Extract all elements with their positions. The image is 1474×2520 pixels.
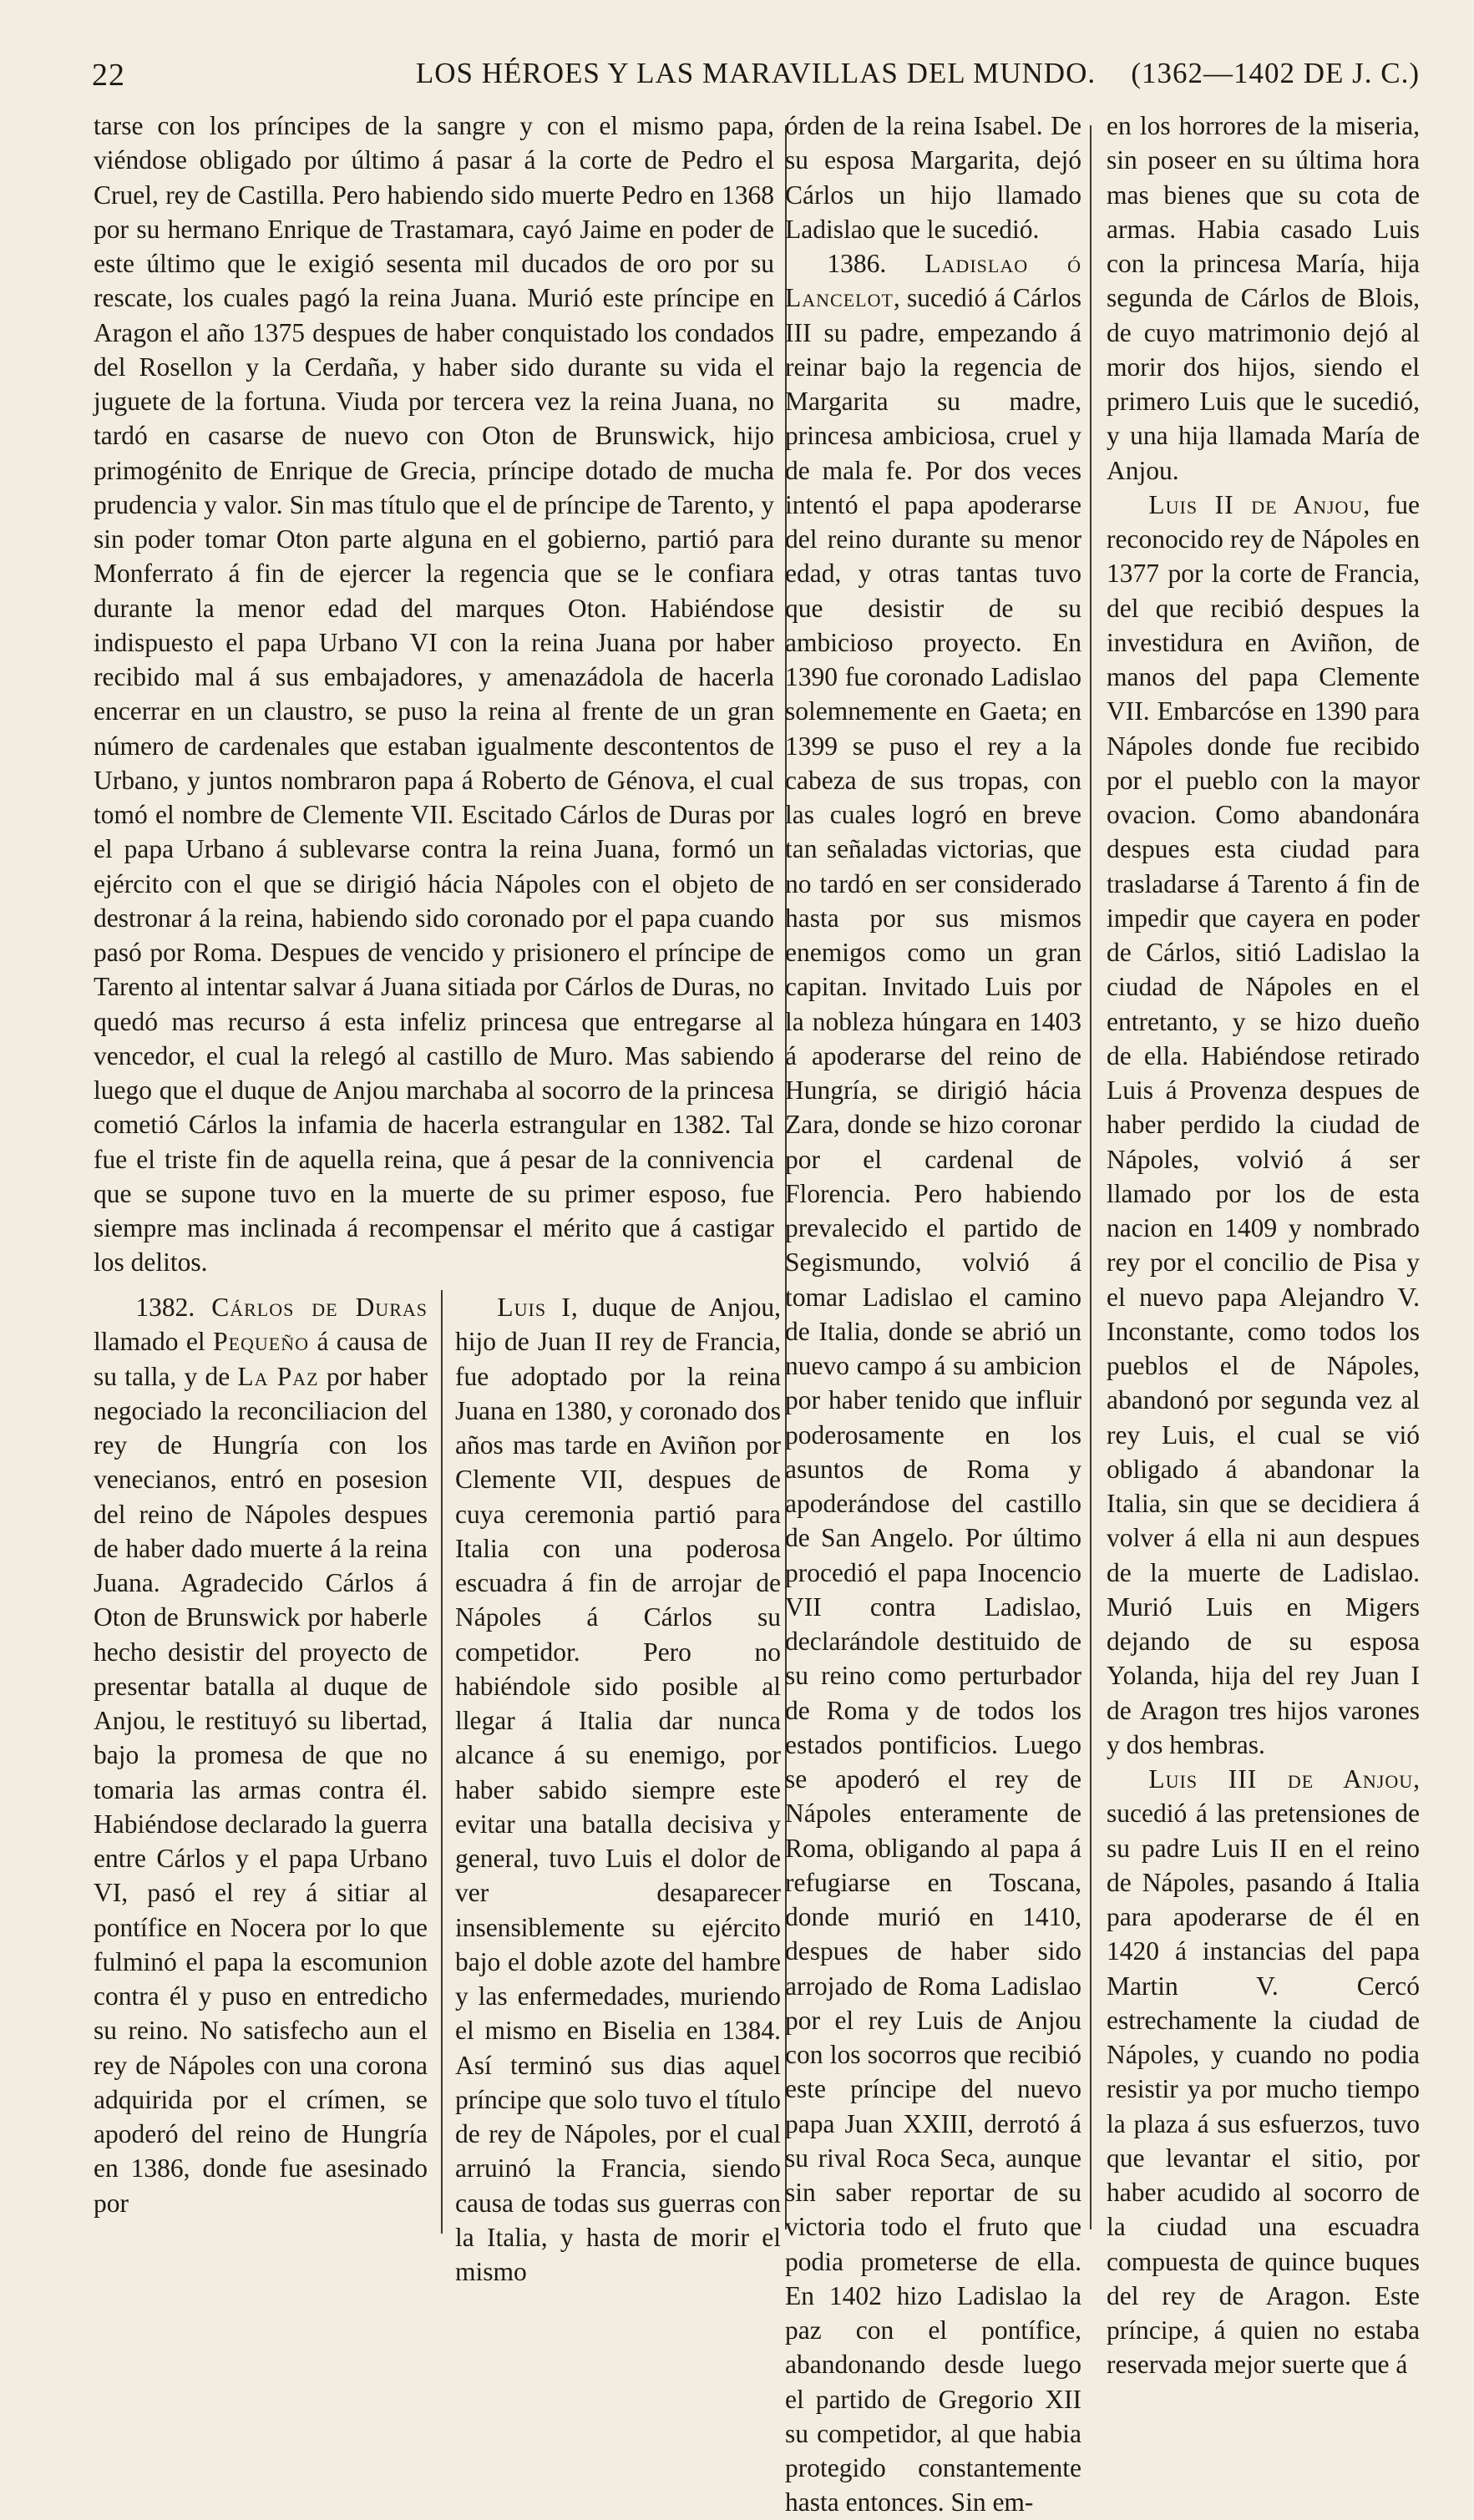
entry-ladislao: 1386. Ladislao ó Lancelot, sucedió á Cárlos III su padre, empezando á reinar bajo la regencia de Margarita su madre, princesa ambiciosa, cruel y de mala fe. Por dos veces intentó el papa apoderarse del reino durante su menor edad, y otras tantas tuvo que desistir de su ambicioso proyecto. En 1390 fue coronado Ladislao solemnemente en Gaeta; en 1399 se puso el rey a la cabeza de sus tropas, con las cuales logró en breve tan señaladas victorias, que no tardó en ser considerado hasta por sus mismos enemigos como un gran capitan. Invitado Luis por la nobleza húngara en 1403 á apoderarse del reino de Hungría, se dirigió hácia Zara, donde se hizo coronar por el cardenal de Florencia. Pero habiendo prevalecido el partido de Segismundo, volvió á tomar Ladislao el camino de Italia, donde se abrió un nuevo campo á su ambicion por haber tenido que influir poderosamente en los asuntos de Roma y apoderándose del castillo de San Angelo. Por último procedió el papa Inocencio VII contra Ladislao, declarándole destituido de su reino como perturbador de Roma y de todos los estados pontificios. Luego se apoderó el rey de Nápoles enteramente de Roma, obligando al papa á refugiarse en Toscana, donde murió en 1410, despues de haber sido arrojado de Roma Ladislao por el rey Luis de Anjou con los socorros que recibió este príncipe del nuevo papa Juan XXIII, derrotó á su rival Roca Seca, aunque sin saber reportar de su victoria todo el fruto que podia prometerse de ella. En 1402 hizo Ladislao la paz con el pontífice, abandonando desde luego el partido de Gregorio XII su competidor, al que habia protegido constantemente hasta entonces. Sin em- — [785, 249, 1082, 2517]
entry-year: 1386. — [827, 249, 887, 278]
text-column-top-left — [94, 109, 774, 1282]
text-column-luis-ii — [1107, 109, 1420, 2380]
entry-name: Luis II de Anjou — [1148, 489, 1364, 519]
running-header — [92, 57, 1420, 107]
entry-name: Luis III de Anjou — [1148, 1764, 1414, 1794]
text-column-carlos-de-duras — [94, 1290, 428, 2234]
nickname-pequeno: Pequeño — [213, 1327, 310, 1357]
paragraph-lead: en los horrores de la miseria, sin poseer en su última hora mas bienes que su cota de armas. Habia casado Luis con la princesa María, hija segunda de Cárlos de Blois, de cuyo matrimonio dejó al morir dos hijos, siendo el primero Luis que le sucedió, y una hija llamada María de Anjou. — [1107, 111, 1420, 485]
entry-luis-ii: Luis II de Anjou, fue reconocido rey de Nápoles en 1377 por la corte de Francia, del que recibió despues la investidura en Aviñon, de manos del papa Clemente VII. Embarcóse en 1390 para Nápoles donde fue recibido por el pueblo con la mayor ovacion. Como abandonára despues esta ciudad para trasladarse á Tarento á fin de impedir que cayera en poder de Cárlos, sitió Ladislao la ciudad de Nápoles en el entretanto, y se hizo dueño de ella. Habiéndose retirado Luis á Provenza despues de haber perdido la ciudad de Nápoles, volvió á ser llamado por los de esta nacion en 1409 y nombrado rey por el concilio de Pisa y el nuevo papa Alejandro V. Inconstante, como todos los pueblos el de Nápoles, abandonó por segunda vez al rey Luis, el cual se vió obligado á abandonar la Italia, sin que se decidiera á volver á ella ni aun despues de la muerte de Ladislao. Murió Luis en Migers dejando de su esposa Yolanda, hija del rey Juan I de Aragon tres hijos varones y dos hembras. — [1107, 489, 1420, 1759]
nickname-la-paz: La Paz — [237, 1361, 319, 1391]
entry-name: Ladislao ó Lancelot — [785, 249, 1082, 313]
entry-name: Cárlos de Duras — [211, 1293, 428, 1322]
column-rule-left-bottom — [441, 1290, 443, 2234]
entry-year: 1382. — [135, 1293, 195, 1322]
text-column-luis-i — [455, 1290, 781, 2286]
paragraph-juana: tarse con los príncipes de la sangre y con el mismo papa, viéndose obligado por último á pasar á la corte de Pedro el Cruel, rey de Castilla. Pero habiendo sido muerte Pedro en 1368 por su hermano Enrique de Trastamara, cayó Jaime en poder de este último que le exigió sesenta mil ducados de oro por su rescate, los cuales pagó la reina Juana. Murió este príncipe en Aragon el año 1375 despues de haber conquistado los condados del Rosellon y la Cerdaña, y haber sido durante su vida el juguete de la fortuna. Viuda por tercera vez la reina Juana, no tardó en casarse de nuevo con Oton de Brunswick, hijo primogénito de Enrique de Grecia, príncipe dotado de mucha prudencia y valor. Sin mas título que el de príncipe de Tarento, y sin poder tomar Oton parte alguna en el gobierno, partió para Monferrato á fin de ejercer la regencia que se le confiara durante la menor edad del marques Oton. Habiéndose indispuesto el papa Urbano VI con la reina Juana por haber recibido mal á sus embajadores, y amenazádola de hacerla encerrar en un claustro, se puso la reina al frente de un gran número de cardenales que estaban igualmente descontentos de Urbano, y juntos nombraron papa á Roberto de Génova, el cual tomó el nombre de Clemente VII. Escitado Cárlos de Duras por el papa Urbano á sublevarse contra la reina Juana, formó un ejército con el que se dirigió hácia Nápoles con el objeto de destronar á la reina, habiendo sido coronado por el papa cuando pasó por Roma. Despues de vencido y prisionero el príncipe de Tarento al intentar salvar á Juana sitiada por Cárlos de Duras, no quedó mas recurso á esta infeliz princesa que entregarse al vencedor, el cual la relegó al castillo de Muro. Mas sabiendo luego que el duque de Anjou marchaba al socorro de la princesa cometió Cárlos la infamia de hacerla estrangular en 1382. Tal fue el triste fin de aquella reina, que á pesar de la connivencia que se supone tuvo en la muerte de su primer esposo, fue siempre mas inclinada á recompensar el mérito que á castigar los delitos. — [94, 111, 774, 1278]
entry-luis-i: Luis I, duque de Anjou, hijo de Juan II rey de Francia, fue adoptado por la reina Juana en 1380, y coronado dos años mas tarde en Aviñon por Clemente VII, despues de cuya ceremonia partió para Italia con una poderosa escuadra á fin de arrojar de Nápoles á Cárlos su competidor. Pero no habiéndole sido posible al llegar á Italia dar nunca alcance á su enemigo, por haber sabido siempre este evitar una batalla decisiva y general, tuvo Luis el dolor de ver desaparecer insensiblemente su ejército bajo el doble azote del hambre y las enfermedades, muriendo el mismo en Biselia en 1384. Así terminó sus dias aquel príncipe que solo tuvo el título de rey de Nápoles, por el cual arruinó la Francia, siendo causa de todas sus guerras con la Italia, y hasta de morir el mismo — [455, 1293, 781, 2286]
entry-carlos-de-duras: 1382. Cárlos de Duras llamado el Pequeño á causa de su talla, y de La Paz por haber negociado la reconciliacion del rey de Hungría con los venecianos, entró en posesion del reino de Nápoles despues de haber dado muerte á la reina Juana. Agradecido Cárlos á Oton de Brunswick por haberle hecho desistir del proyecto de presentar batalla al duque de Anjou, le restituyó su libertad, bajo la promesa de que no tomaria las armas contra él. Habiéndose declarado la guerra entre Cárlos y el papa Urbano VI, pasó el rey á sitiar al pontífice en Nocera por lo que fulminó el papa la escomunion contra él y puso en entredicho su reino. No satisfecho aun el rey de Nápoles con una corona adquirida por el crímen, se apoderó del reino de Hungría en 1386, donde fue asesinado por — [94, 1293, 428, 2218]
running-title: LOS HÉROES Y LAS MARAVILLAS DEL MUNDO. — [415, 57, 1097, 89]
page-number: 22 — [92, 58, 125, 93]
column-rule-right — [1090, 125, 1092, 2229]
entry-name: Luis I — [497, 1293, 571, 1322]
text-column-ladislao — [785, 109, 1082, 2517]
date-range: (1362—1402 DE J. C.) — [1131, 57, 1420, 89]
paragraph-lead: órden de la reina Isabel. De su esposa Margarita, dejó Cárlos un hijo llamado Ladislao que le sucedió. — [785, 111, 1081, 244]
entry-luis-iii: Luis III de Anjou, sucedió á las pretensiones de su padre Luis II en el reino de Nápoles, pasando á Italia para apoderarse de él en 1420 á instancias del papa Martin V. Cercó estrechamente la ciudad de Nápoles, y cuando no podia resistir ya por mucho tiempo la plaza á sus esfuerzos, tuvo que levantar el sitio, por haber acudido al socorro de la ciudad una escuadra compuesta de quince buques del rey de Aragon. Este príncipe, á quien no estaba reservada mejor suerte que á — [1107, 1764, 1420, 2380]
